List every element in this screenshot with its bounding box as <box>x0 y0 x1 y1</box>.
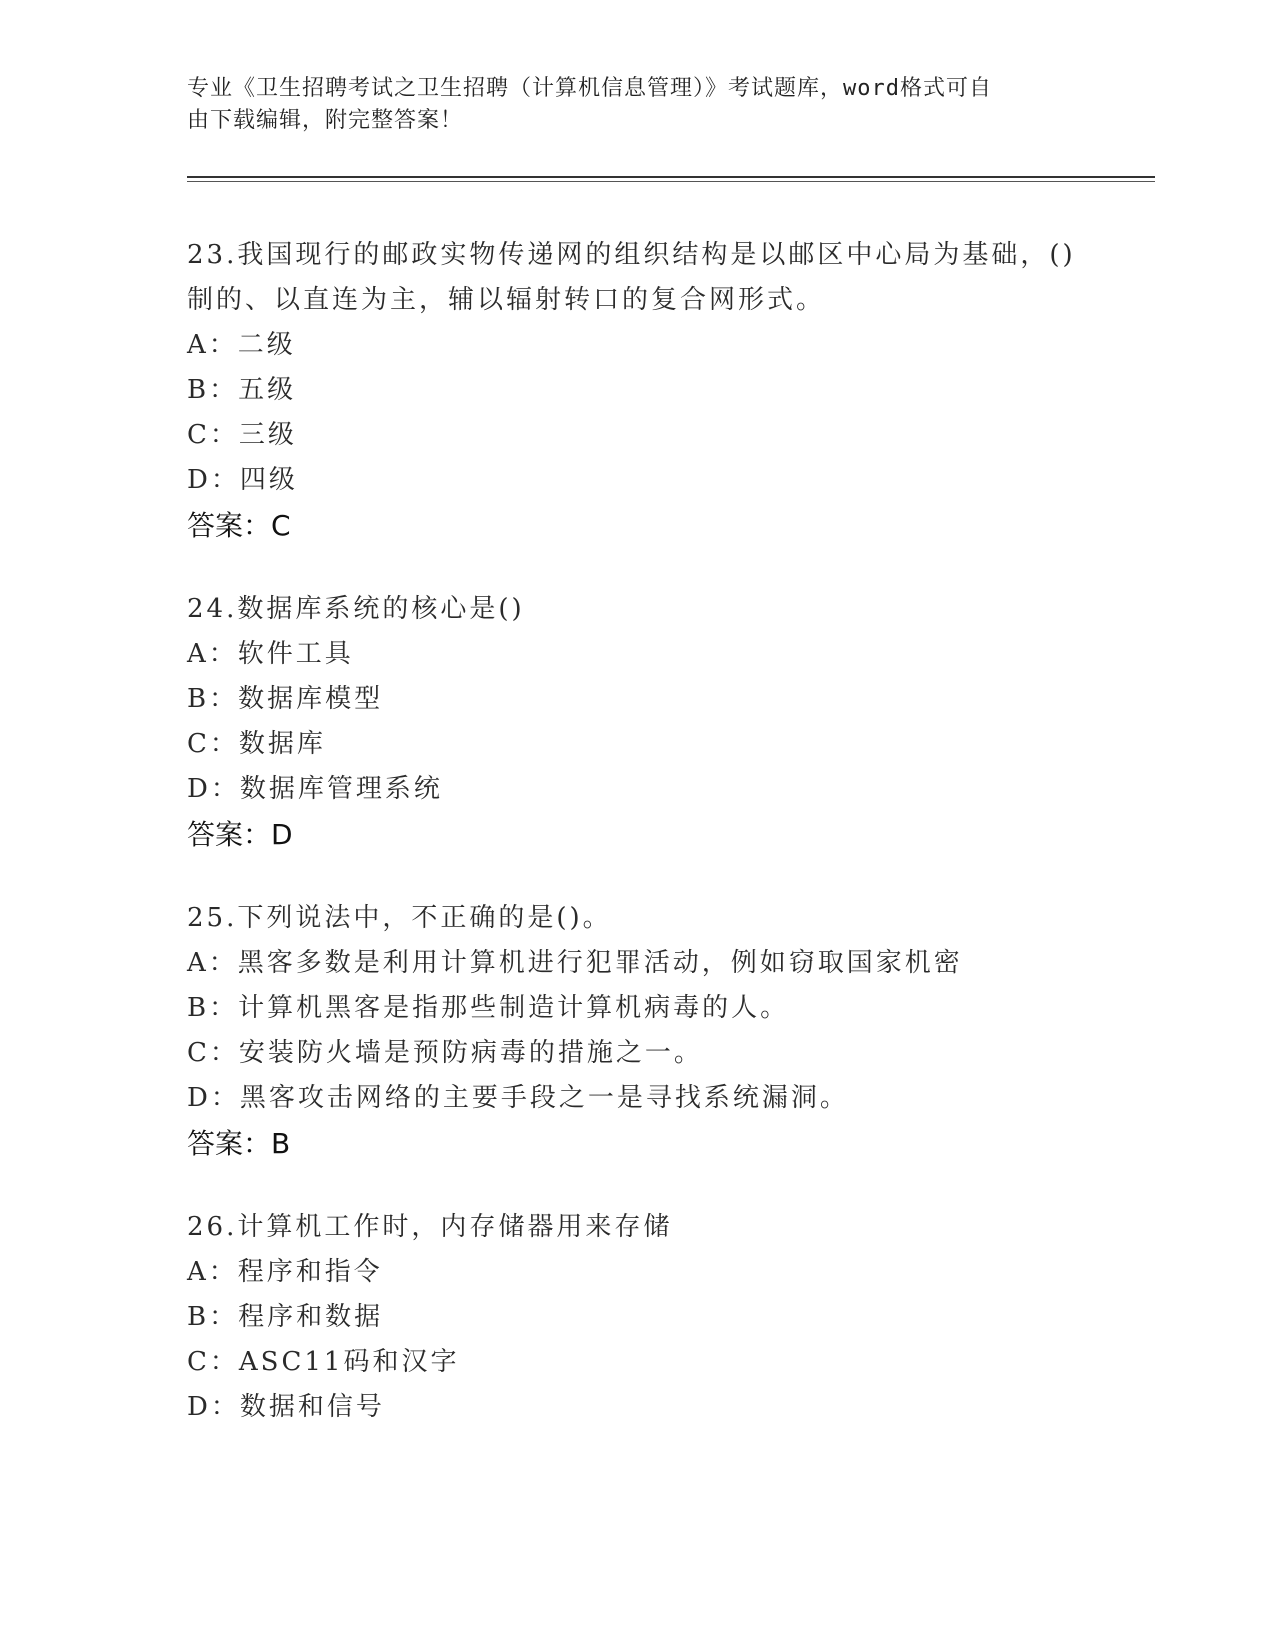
option-c: C：三级 <box>187 420 297 450</box>
question-stem: 24.数据库系统的核心是() <box>187 594 525 624</box>
option-a: A：软件工具 <box>187 639 354 669</box>
option-c: C：ASC11码和汉字 <box>187 1347 460 1377</box>
option-c: C：安装防火墙是预防病毒的措施之一。 <box>187 1038 703 1068</box>
option-d: D：黑客攻击网络的主要手段之一是寻找系统漏洞。 <box>187 1083 849 1113</box>
question-stem: 26.计算机工作时，内存储器用来存储 <box>187 1212 673 1242</box>
question-stem: 25.下列说法中，不正确的是()。 <box>187 903 612 933</box>
option-a: A：程序和指令 <box>187 1257 383 1287</box>
question-24 <box>187 587 1147 858</box>
option-b: B：数据库模型 <box>187 684 384 714</box>
header-rule-thick <box>187 176 1155 178</box>
question-26 <box>187 1205 1147 1430</box>
document-header <box>187 73 1067 137</box>
question-stem: 制的、以直连为主，辅以辐射转口的复合网形式。 <box>187 285 826 315</box>
option-c: C：数据库 <box>187 729 326 759</box>
question-23 <box>187 233 1147 549</box>
header-line-1: 专业《卫生招聘考试之卫生招聘（计算机信息管理）》考试题库，word格式可自 <box>187 76 992 101</box>
answer: 答案：C <box>187 509 291 542</box>
option-d: D：数据和信号 <box>187 1392 385 1422</box>
option-d: D：四级 <box>187 465 298 495</box>
answer: 答案：D <box>187 818 293 851</box>
option-b: B：程序和数据 <box>187 1302 384 1332</box>
option-a: A：黑客多数是利用计算机进行犯罪活动，例如窃取国家机密 <box>187 948 963 978</box>
option-a: A：二级 <box>187 330 296 360</box>
answer: 答案：B <box>187 1127 291 1160</box>
header-line-2: 由下载编辑，附完整答案！ <box>187 108 464 133</box>
header-rule-thin <box>187 181 1155 182</box>
question-list <box>187 233 1147 1468</box>
question-25 <box>187 896 1147 1167</box>
option-b: B：五级 <box>187 375 297 405</box>
option-b: B：计算机黑客是指那些制造计算机病毒的人。 <box>187 993 790 1023</box>
question-stem: 23.我国现行的邮政实物传递网的组织结构是以邮区中心局为基础，() <box>187 240 1076 270</box>
option-d: D：数据库管理系统 <box>187 774 443 804</box>
